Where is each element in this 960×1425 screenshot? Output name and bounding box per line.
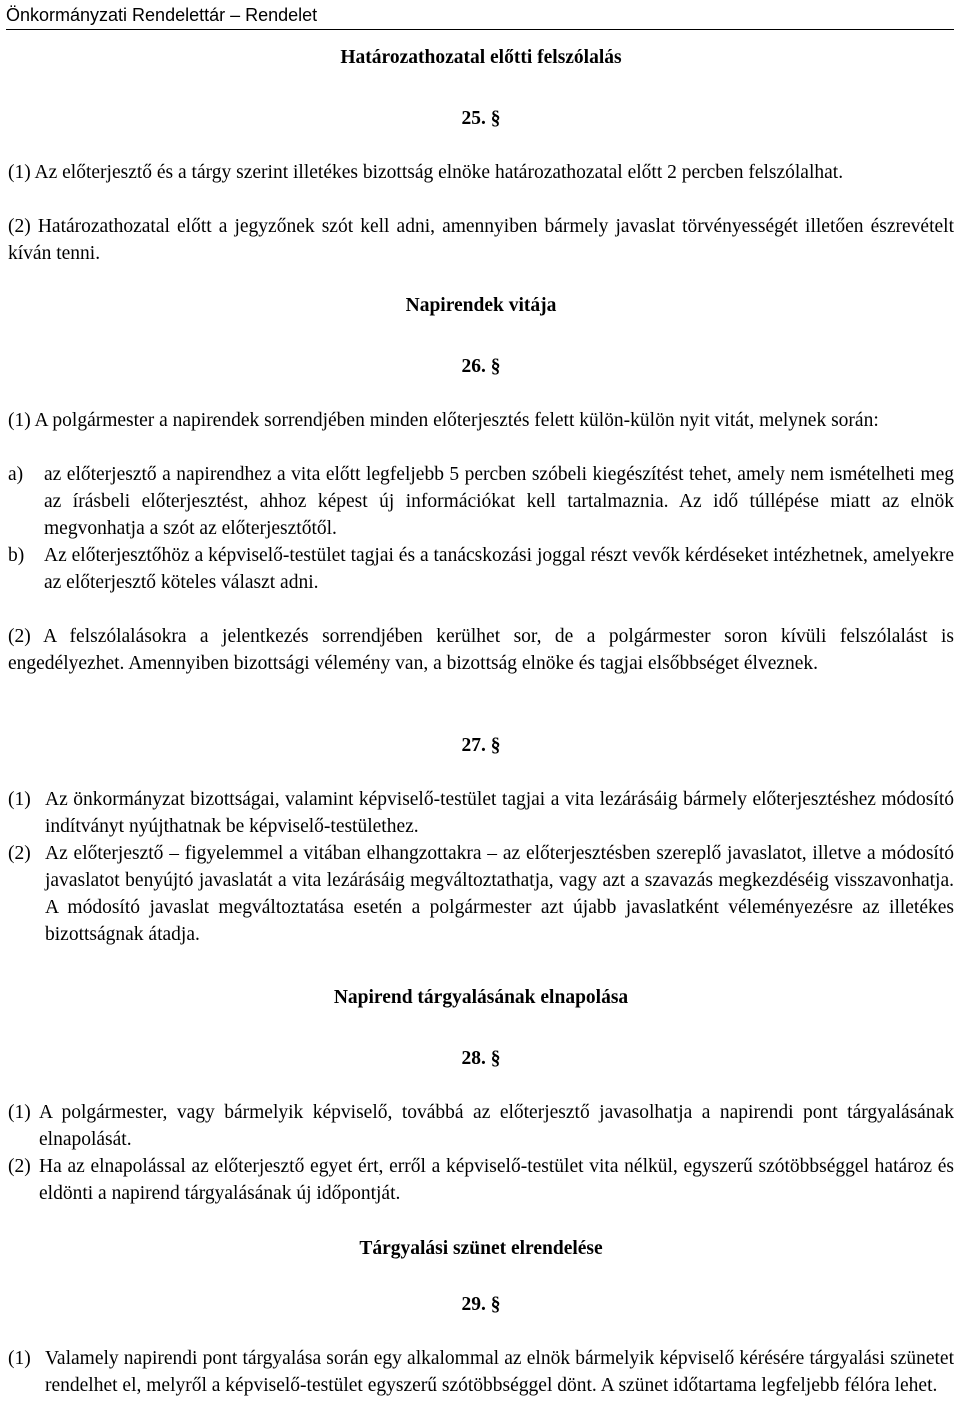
- paragraph-26-2: (2) A felszólalásokra a jelentkezés sorrendjében kerülhet sor, de a polgármester soron kívüli felszólalást is engedélyezhet. Amennyiben bizottsági vélemény van, a bizottság elnöke és tagjai elsőbbséget élveznek.: [8, 626, 954, 674]
- section-number-29: 29. §: [461, 1294, 501, 1315]
- list-label: a): [8, 464, 24, 485]
- paragraph-27-1: [8, 786, 954, 840]
- section-title-25: Határozathozatal előtti felszólalás: [340, 47, 622, 68]
- list-label: b): [8, 545, 25, 566]
- paragraph-28-2: [8, 1153, 954, 1207]
- paragraph-27-2: [8, 840, 954, 948]
- paragraph-text: Ha az elnapolással az előterjesztő egyet ért, erről a képviselő-testület vita nélkül, egyszerű szótöbbséggel határoz és eldönti a napirend tárgyalásának új időpontját.: [39, 1156, 954, 1204]
- list-item-26-a: [8, 461, 954, 542]
- section-title-28: Napirend tárgyalásának elnapolása: [333, 987, 629, 1008]
- list-text: Az előterjesztőhöz a képviselő-testület tagjai és a tanácskozási joggal részt vevők kérdéseket intézhetnek, amelyekre az előterjesztő köteles választ adni.: [44, 545, 954, 593]
- paragraph-text: A polgármester, vagy bármelyik képviselő, továbbá az előterjesztő javasolhatja a napirendi pont tárgyalásának elnapolását.: [39, 1102, 954, 1150]
- paragraph-26-1: (1) A polgármester a napirendek sorrendjében minden előterjesztés felett külön-külön nyit vitát, melynek során:: [8, 410, 879, 431]
- paragraph-25-1: (1) Az előterjesztő és a tárgy szerint illetékes bizottság elnöke határozathozatal előtt 2 percben felszólalhat.: [8, 162, 844, 183]
- section-number-26: 26. §: [461, 356, 501, 377]
- paragraph-label: (1): [8, 1102, 31, 1123]
- running-header: Önkormányzati Rendelettár – Rendelet: [6, 0, 954, 30]
- list-text: az előterjesztő a napirendhez a vita előtt legfeljebb 5 percben szóbeli kiegészítést tehet, amely nem ismételheti meg az írásbeli előterjesztést, ahhoz képest új információkat kell tartalmaznia. Az idő túllépése miatt az elnök megvonhatja a szót az előterjesztőtől.: [44, 464, 954, 539]
- paragraph-29-1: [8, 1345, 954, 1399]
- paragraph-text: Valamely napirendi pont tárgyalása során egy alkalommal az elnök bármelyik képviselő kérésére tárgyalási szünetet rendelhet el, melyről a képviselő-testület egyszerű szótöbbséggel dönt. A szünet időtartama legfeljebb félóra lehet.: [45, 1348, 954, 1396]
- paragraph-25-2: (2) Határozathozatal előtt a jegyzőnek szót kell adni, amennyiben bármely javaslat törvényességét illetően észrevételt kíván tenni.: [8, 216, 954, 264]
- section-title-26: Napirendek vitája: [405, 295, 557, 316]
- section-number-25: 25. §: [461, 108, 501, 129]
- paragraph-28-1: [8, 1099, 954, 1153]
- section-number-28: 28. §: [461, 1048, 501, 1069]
- paragraph-label: (2): [8, 1156, 31, 1177]
- paragraph-label: (2): [8, 843, 31, 864]
- paragraph-label: (1): [8, 789, 31, 810]
- section-number-27: 27. §: [461, 735, 501, 756]
- paragraph-text: Az előterjesztő – figyelemmel a vitában elhangzottakra – az előterjesztésben szereplő javaslatot, illetve a módosító javaslatot benyújtó javaslatát a vita lezárásáig megváltoztathatja, vagy azt a szavazás megkezdéséig visszavonhatja. A módosító javaslat megváltoztatása esetén a polgármester azt újabb javaslatként véleményezésre az illetékes bizottságnak átadja.: [45, 843, 954, 945]
- list-item-26-b: [8, 542, 954, 596]
- section-title-29: Tárgyalási szünet elrendelése: [359, 1238, 603, 1259]
- paragraph-text: Az önkormányzat bizottságai, valamint képviselő-testület tagjai a vita lezárásáig bármely előterjesztéshez módosító indítványt nyújthatnak be képviselő-testülethez.: [45, 789, 954, 837]
- paragraph-label: (1): [8, 1348, 31, 1369]
